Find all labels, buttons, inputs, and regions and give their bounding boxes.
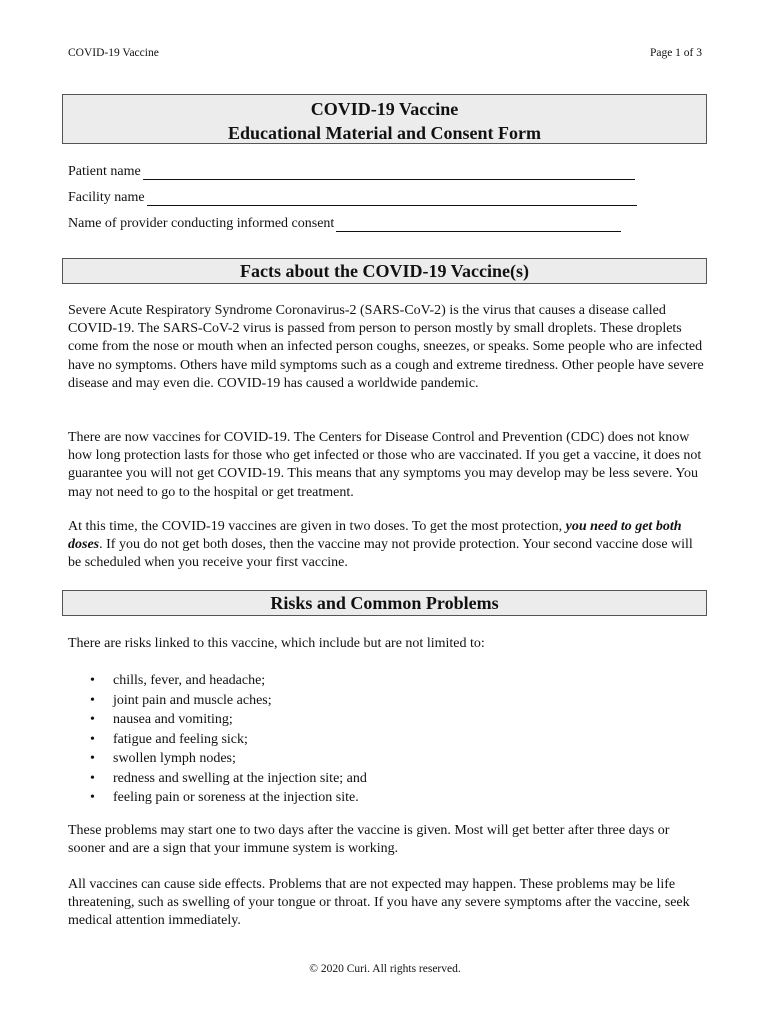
facts-p3-emphasis: you need to get both doses — [68, 519, 682, 553]
page-number: Page 1 of 3 — [649, 47, 702, 59]
facts-paragraph-3 — [68, 518, 706, 573]
facts-paragraph-2: There are now vaccines for COVID-19. The Centers for Disease Control and Prevention (CDC) does not know how long protection lasts for those who get infected or those who are vaccinated. If you get a vaccine, it does not guarantee you will not get COVID-19. This means that any symptoms you may develop may be less severe. You may not need to go to the hospital or get treatment. — [68, 430, 702, 500]
list-item: • fatigue and feeling sick; — [68, 730, 367, 750]
provider-name-field[interactable] — [68, 216, 621, 232]
provider-name-label: Name of provider conducting informed consent — [68, 216, 335, 231]
form-title-line2: Educational Material and Consent Form — [228, 123, 541, 143]
list-item: • nausea and vomiting; — [68, 710, 367, 730]
facility-name-field[interactable] — [68, 190, 637, 206]
risks-list — [68, 671, 367, 808]
facility-name-line[interactable] — [147, 191, 637, 206]
facts-heading: Facts about the COVID-19 Vaccine(s) — [62, 258, 707, 284]
patient-name-field[interactable] — [68, 164, 635, 180]
list-item: • swollen lymph nodes; — [68, 749, 367, 769]
list-item: • chills, fever, and headache; — [68, 671, 367, 691]
patient-name-label: Patient name — [68, 164, 141, 179]
provider-name-line[interactable] — [336, 217, 621, 232]
form-title-box — [62, 94, 707, 144]
list-item: • feeling pain or soreness at the injection site. — [68, 788, 367, 808]
copyright-footer: © 2020 Curi. All rights reserved. — [309, 963, 461, 975]
risks-paragraph-last: All vaccines can cause side effects. Problems that are not expected may happen. These problems may be life threatening, such as swelling of your tongue or throat. If you have any severe symptoms after the vaccine, seek medical attention immediately. — [68, 877, 690, 929]
page-header — [68, 47, 702, 59]
facts-p3-text-a: At this time, the COVID-19 vaccines are given in two doses. To get the most protection, — [68, 519, 566, 534]
risks-heading: Risks and Common Problems — [62, 590, 707, 616]
list-item: • redness and swelling at the injection site; and — [68, 769, 367, 789]
risks-paragraph-after: These problems may start one to two days after the vaccine is given. Most will get better after three days or sooner and are a sign that your immune system is working. — [68, 823, 670, 857]
patient-name-line[interactable] — [143, 165, 635, 180]
facility-name-label: Facility name — [68, 190, 145, 205]
facts-paragraph-1: Severe Acute Respiratory Syndrome Coronavirus-2 (SARS-CoV-2) is the virus that causes a disease called COVID-19. The SARS-CoV-2 virus is passed from person to person mostly by small droplets. These droplets come from the nose or mouth when an infected person coughs, sneezes, or speaks. Some people who are infected have no symptoms. Others have mild symptoms such as a cough and extreme tiredness. Other people have severe disease and may even die. COVID-19 has caused a worldwide pandemic. — [68, 303, 704, 391]
form-title-line1: COVID-19 Vaccine — [310, 99, 459, 119]
header-doc-title: COVID-19 Vaccine — [68, 47, 159, 59]
facts-p3-text-c: . If you do not get both doses, then the vaccine may not provide protection. Your second vaccine dose will be scheduled when you receive your first vaccine. — [68, 537, 693, 571]
list-item: • joint pain and muscle aches; — [68, 691, 367, 711]
risks-intro: There are risks linked to this vaccine, which include but are not limited to: — [68, 636, 485, 651]
